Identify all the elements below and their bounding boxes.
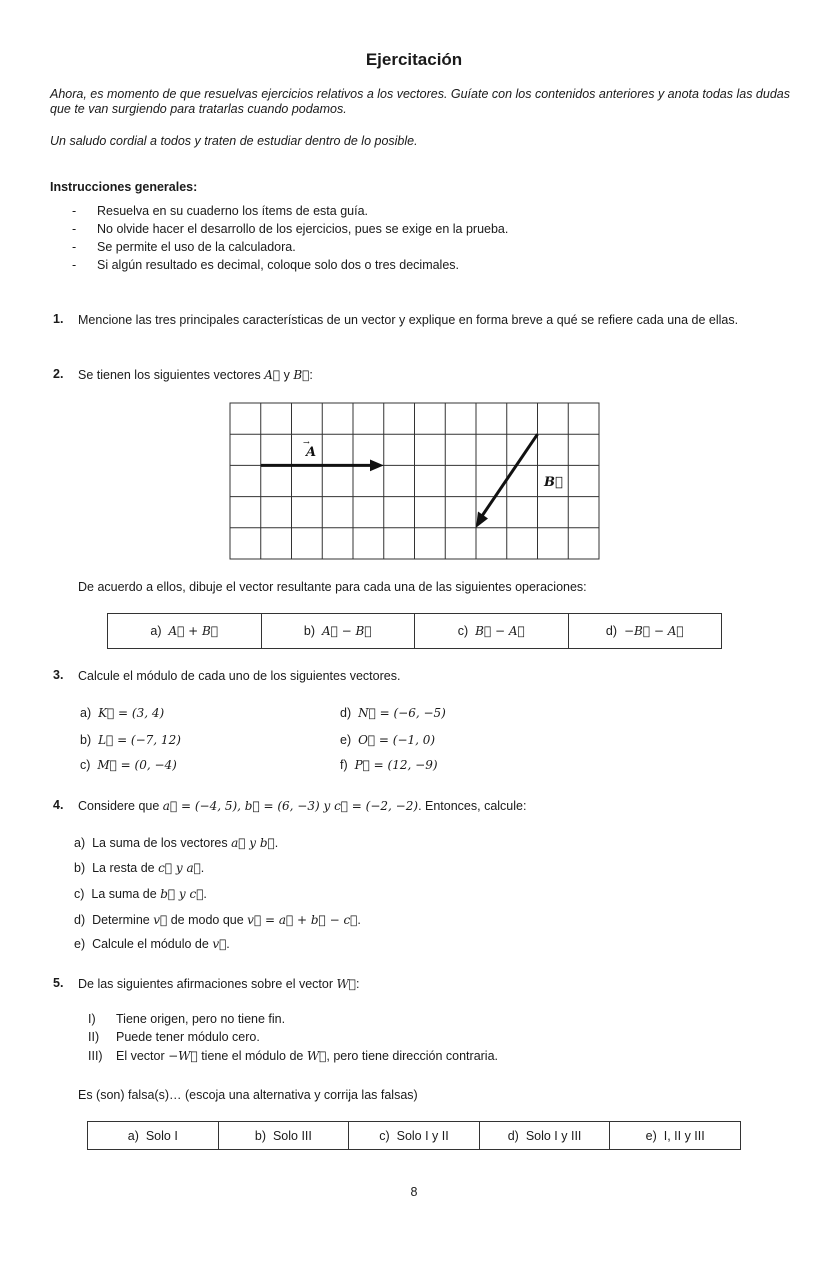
question-4-number: 4.	[53, 798, 64, 812]
list-item: No olvide hacer el desarrollo de los ejercicios, pues se exige en la prueba.	[97, 222, 509, 236]
statement-roman: II)	[88, 1030, 100, 1044]
vector-definitions: a⃗ = (−4, 5), b⃗ = (6, −3) y c⃗ = (−2, −2)	[162, 799, 419, 813]
vector-a-label: A	[306, 445, 317, 460]
list-item: f) P⃗ = (12, −9)	[340, 758, 438, 772]
option-c-cell: c) Solo I y II	[349, 1122, 480, 1150]
list-item: e) O⃗ = (−1, 0)	[340, 733, 436, 747]
option-expression: −B⃗ − A⃗	[623, 624, 684, 638]
list-item: e) Calcule el módulo de v⃗.	[74, 937, 230, 951]
option-a-cell	[108, 614, 262, 649]
option-expression: A⃗ − B⃗	[322, 624, 372, 638]
list-item: c) La suma de b⃗ y c⃗.	[74, 887, 207, 901]
page-number: 8	[410, 1185, 418, 1199]
list-item: a) K⃗ = (3, 4)	[80, 706, 165, 720]
option-b-cell: b) Solo III	[218, 1122, 349, 1150]
vector-grid-figure	[228, 401, 602, 561]
statement-text: El vector −W⃗ tiene el módulo de W⃗, pero tiene dirección contraria.	[116, 1049, 499, 1063]
list-item: d) Determine v⃗ de modo que v⃗ = a⃗ + b⃗ − c⃗.	[74, 913, 361, 927]
question-3-number: 3.	[53, 668, 64, 682]
option-b-cell	[261, 614, 415, 649]
option-d-cell	[568, 614, 722, 649]
list-bullet: -	[72, 222, 77, 236]
arrow-mark-icon: →	[303, 438, 310, 447]
question-2-number: 2.	[53, 367, 64, 381]
greeting-paragraph: Un saludo cordial a todos y traten de estudiar dentro de lo posible.	[50, 134, 418, 148]
question-1-text: Mencione las tres principales características de un vector y explique en forma breve a qué se refiere cada una de ellas.	[78, 313, 739, 327]
list-item: c) M⃗ = (0, −4)	[80, 758, 177, 772]
list-item: d) N⃗ = (−6, −5)	[340, 706, 446, 720]
colon: :	[309, 368, 313, 382]
list-bullet: -	[72, 204, 77, 218]
statement-text: Tiene origen, pero no tiene fin.	[116, 1012, 286, 1026]
question-5-prompt: Es (son) falsa(s)… (escoja una alternativa y corrija las falsas)	[78, 1088, 418, 1102]
instructions-heading: Instrucciones generales:	[50, 180, 198, 194]
intro-paragraph: Ahora, es momento de que resuelvas ejercicios relativos a los vectores. Guíate con los contenidos anteriores y anota todas las dudas que te van surgiendo para tratarlas cuando podamos.	[50, 87, 790, 116]
question-5-options-table	[87, 1121, 741, 1150]
question-2-followup: De acuerdo a ellos, dibuje el vector resultante para cada una de las siguientes operaciones:	[78, 580, 587, 594]
page-title: Ejercitación	[365, 50, 463, 69]
list-item: Si algún resultado es decimal, coloque solo dos o tres decimales.	[97, 258, 460, 272]
vector-b-label: B⃗	[544, 475, 563, 490]
list-bullet: -	[72, 240, 77, 254]
option-letter: a)	[150, 624, 162, 638]
question-1-number: 1.	[53, 312, 64, 326]
option-c-cell	[415, 614, 569, 649]
option-e-cell: e) I, II y III	[610, 1122, 741, 1150]
list-item: b) La resta de c⃗ y a⃗.	[74, 861, 205, 875]
question-5-text: De las siguientes afirmaciones sobre el vector W⃗:	[78, 977, 360, 991]
question-2-lead: Se tienen los siguientes vectores	[78, 368, 261, 382]
option-a-cell: a) Solo I	[88, 1122, 219, 1150]
conjunction: y	[283, 368, 290, 382]
option-expression: B⃗ − A⃗	[475, 624, 525, 638]
statement-text: Puede tener módulo cero.	[116, 1030, 260, 1044]
question-4-text: Considere que a⃗ = (−4, 5), b⃗ = (6, −3) y c⃗ = (−2, −2). Entonces, calcule:	[78, 799, 527, 813]
statement-roman: III)	[88, 1049, 103, 1063]
question-2-options-table	[107, 613, 722, 649]
list-item: Se permite el uso de la calculadora.	[97, 240, 296, 254]
question-5-number: 5.	[53, 976, 64, 990]
option-d-cell: d) Solo I y III	[479, 1122, 610, 1150]
vector-b-symbol: B⃗	[293, 368, 310, 382]
option-letter: c)	[457, 624, 469, 638]
statement-roman: I)	[88, 1012, 96, 1026]
list-item: b) L⃗ = (−7, 12)	[80, 733, 181, 747]
list-bullet: -	[72, 258, 77, 272]
question-2-text	[78, 367, 313, 383]
list-item: a) La suma de los vectores a⃗ y b⃗.	[74, 836, 279, 850]
vector-a-symbol: A⃗	[264, 368, 281, 382]
question-3-text: Calcule el módulo de cada uno de los siguientes vectores.	[78, 669, 401, 683]
vector-w-symbol: W⃗	[336, 977, 357, 991]
list-item: Resuelva en su cuaderno los ítems de esta guía.	[97, 204, 368, 218]
option-letter: b)	[303, 624, 316, 638]
option-letter: d)	[605, 624, 618, 638]
option-expression: A⃗ + B⃗	[168, 624, 219, 638]
